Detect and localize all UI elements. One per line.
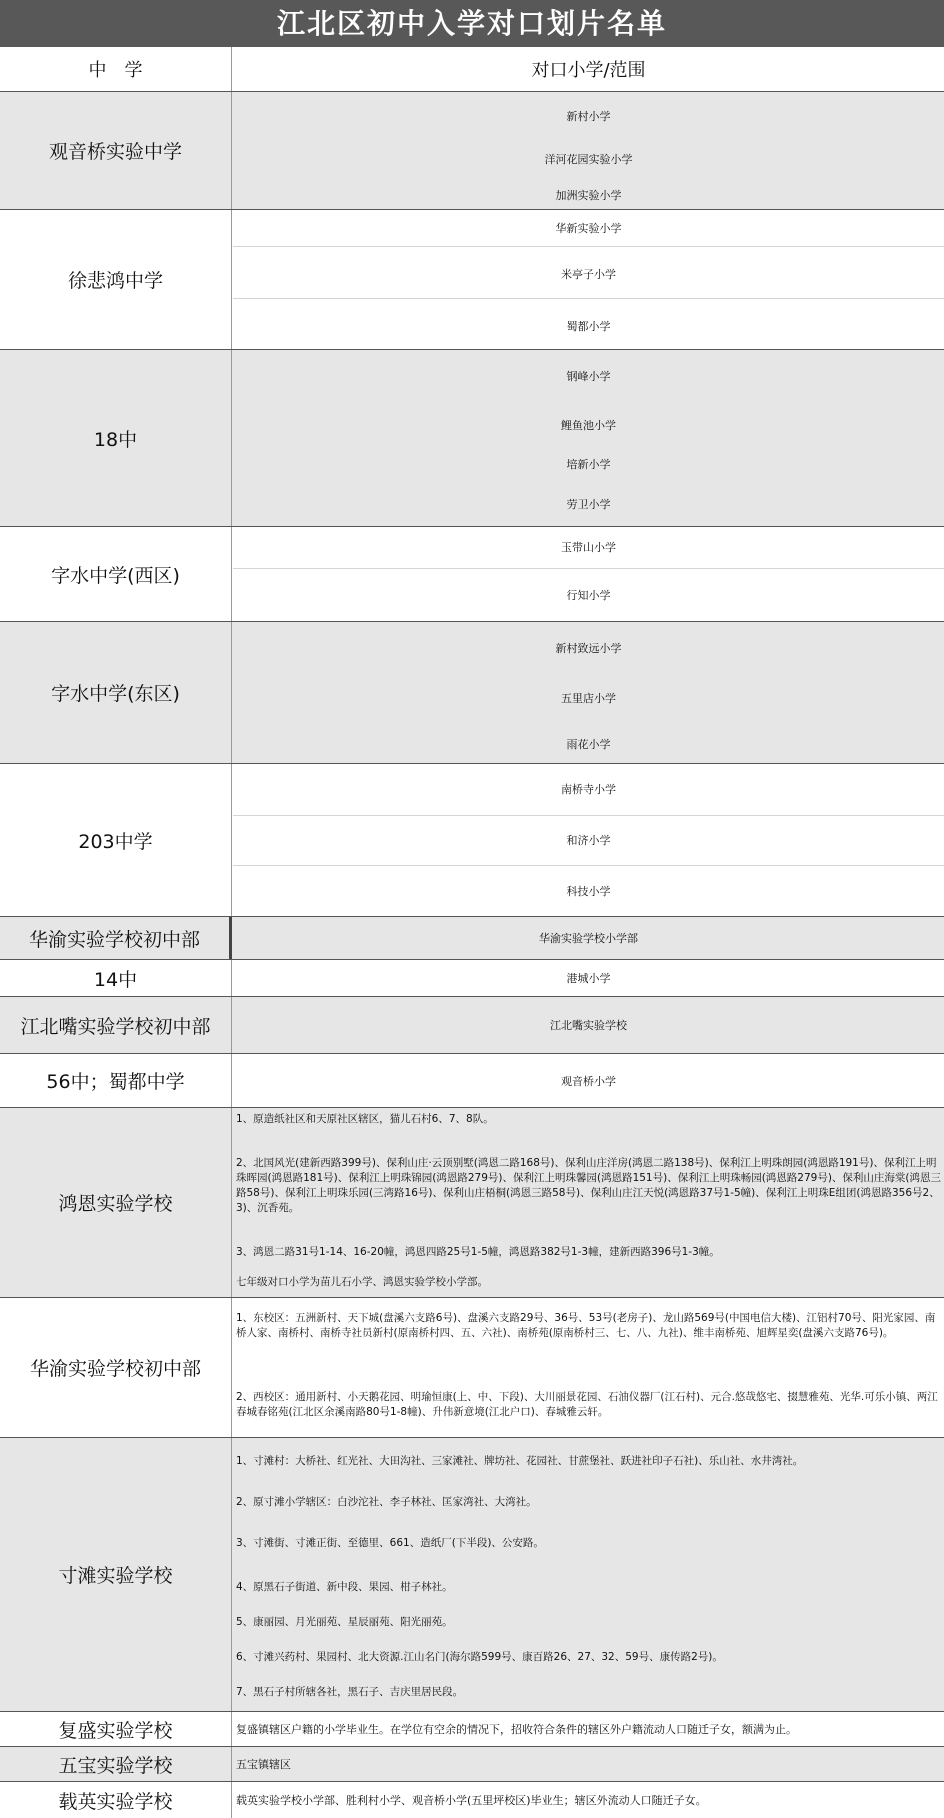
header-range: 对口小学/范围 [531, 60, 646, 81]
primary-school: 钢峰小学 [566, 370, 611, 383]
table-row [0, 1782, 944, 1818]
range-cell [233, 622, 944, 763]
primary-school: 新村致远小学 [555, 642, 622, 655]
table-row [0, 1108, 944, 1298]
table-row [0, 350, 944, 527]
range-paragraph: 2、北国风光(建新西路399号)、保利山庄·云顶别墅(鸿恩二路168号)、保利山庄洋房(鸿恩二路138号)、保利江上明珠朗园(鸿恩路191号)、保利江上明珠晖园(鸿恩路181号)、保利江上明珠锦园(鸿恩路279号)、保利江上明珠馨园(鸿恩路151号)、保利江上明珠畅园(鸿恩路279号)、保利山庄海棠(鸿恩三路58号)、保利江上明珠乐园(三湾路16号)、保利山庄梧桐(鸿恩三路58号)、保利山庄江天悦(鸿恩路37号1-5幢)、保利江上明珠E组团(鸿恩路356号2、3)、沉香苑。 [236, 1157, 942, 1214]
range-cell [233, 917, 944, 959]
table-row [0, 1438, 944, 1712]
range-paragraph: 6、寸滩兴药村、果园村、北大资源.江山名门(海尔路599号、康百路26、27、32、59号、康传路2号)。 [236, 1651, 723, 1663]
range-cell [233, 764, 944, 916]
primary-school: 米亭子小学 [561, 268, 616, 281]
school-name: 徐悲鸿中学 [0, 210, 232, 349]
range-cell [233, 210, 944, 349]
range-cell [233, 960, 944, 996]
range-text: 载英实验学校小学部、胜利村小学、观音桥小学(五里坪校区)毕业生；辖区外流动人口随迁子女。 [236, 1794, 707, 1807]
page-title: 江北区初中入学对口划片名单 [0, 0, 944, 47]
primary-school: 加洲实验小学 [555, 189, 622, 202]
primary-school: 劳卫小学 [566, 498, 611, 511]
range-paragraph: 2、西校区：通用新村、小天鹅花园、明瑜恒康(上、中、下段)、大川丽景花园、石油仪器厂(江石村)、元合.悠哉悠宅、掇慧雅苑、光华.可乐小镇、两江春城春铭苑(江北区余溪南路80号1-8幢)、升伟新意境(江北户口)、春城雅云轩。 [236, 1391, 938, 1418]
school-name: 观音桥实验中学 [0, 92, 232, 209]
primary-school: 新村小学 [566, 110, 611, 123]
school-name: 203中学 [0, 764, 232, 916]
school-name: 18中 [0, 350, 232, 526]
primary-school: 江北嘴实验学校 [550, 1019, 627, 1032]
range-paragraph: 3、寸滩街、寸滩正街、至德里、661、造纸厂(下半段)、公安路。 [236, 1537, 544, 1549]
school-name: 鸿恩实验学校 [0, 1108, 232, 1297]
school-name: 14中 [0, 960, 232, 996]
primary-school: 科技小学 [566, 885, 611, 898]
range-text: 五宝镇辖区 [236, 1758, 291, 1771]
school-name: 五宝实验学校 [0, 1747, 232, 1781]
table-row [0, 1712, 944, 1747]
primary-school: 港城小学 [566, 972, 611, 985]
table-row [0, 997, 944, 1054]
primary-school: 华渝实验学校小学部 [539, 932, 638, 945]
row-divider [233, 298, 944, 299]
school-name: 华渝实验学校初中部 [0, 1298, 232, 1437]
range-cell [233, 350, 944, 526]
table-row [0, 1298, 944, 1438]
primary-school: 洋河花园实验小学 [544, 153, 633, 166]
range-cell [233, 997, 944, 1053]
school-name: 载英实验学校 [0, 1782, 232, 1818]
table-row [0, 917, 944, 960]
primary-school: 和济小学 [566, 834, 611, 847]
table-row [0, 960, 944, 997]
primary-school: 培新小学 [566, 458, 611, 471]
range-paragraph: 1、原造纸社区和天原社区辖区，猫儿石村6、7、8队。 [236, 1113, 494, 1125]
primary-school: 雨花小学 [566, 738, 611, 751]
range-paragraph: 7、黑石子村所辖各社，黑石子、吉庆里居民段。 [236, 1686, 464, 1698]
range-cell [233, 1712, 944, 1746]
range-paragraph: 2、原寸滩小学辖区：白沙沱社、李子林社、匡家湾社、大湾社。 [236, 1496, 537, 1508]
table-row [0, 1747, 944, 1782]
school-name: 华渝实验学校初中部 [0, 917, 232, 959]
primary-school: 南桥寺小学 [561, 783, 616, 796]
row-divider [233, 568, 944, 569]
table-row [0, 764, 944, 917]
range-paragraph: 5、康丽园、月光丽苑、星辰丽苑、阳光丽苑。 [236, 1616, 453, 1628]
school-name: 复盛实验学校 [0, 1712, 232, 1746]
primary-school: 蜀都小学 [566, 320, 611, 333]
range-paragraph: 1、寸滩村：大桥社、红光社、大田沟社、三家滩社、牌坊社、花园社、甘蔗堡社、跃进社印子石社)、乐山社、水井湾社。 [236, 1455, 804, 1467]
table-row [0, 1054, 944, 1108]
school-name: 字水中学(东区) [0, 622, 232, 763]
school-name: 寸滩实验学校 [0, 1438, 232, 1711]
range-cell [233, 1747, 944, 1781]
range-paragraph: 1、东校区：五洲新村、天下城(盘溪六支路6号)、盘溪六支路29号、36号、53号(老房子)、龙山路569号(中国电信大楼)、江铝村70号、阳光家园、南桥人家、南桥村、南桥寺社员新村(原南桥村四、五、六社)、南桥苑(原南桥村三、七、八、九社)、维丰南桥苑、旭辉星奕(盘溪六支路76号)。 [236, 1312, 936, 1339]
range-paragraph: 3、鸿恩二路31号1-14、16-20幢，鸿恩四路25号1-5幢，鸿恩路382号1-3幢，建新西路396号1-3幢。 [236, 1246, 720, 1258]
primary-school: 行知小学 [566, 589, 611, 602]
school-name: 56中；蜀都中学 [0, 1054, 232, 1107]
table-row [0, 527, 944, 622]
table-row [0, 622, 944, 764]
range-text: 复盛镇辖区户籍的小学毕业生。在学位有空余的情况下，招收符合条件的辖区外户籍流动人口随迁子女，额满为止。 [236, 1723, 797, 1736]
range-paragraph: 七年级对口小学为苗儿石小学、鸿恩实验学校小学部。 [236, 1276, 488, 1288]
range-cell [233, 92, 944, 209]
table-row [0, 210, 944, 350]
primary-school: 五里店小学 [561, 692, 616, 705]
primary-school: 鲤鱼池小学 [561, 419, 616, 432]
range-cell [233, 1108, 944, 1297]
header-row [0, 47, 944, 92]
primary-school: 华新实验小学 [555, 222, 622, 235]
row-divider [233, 815, 944, 816]
primary-school: 观音桥小学 [561, 1074, 616, 1088]
header-school: 中 学 [0, 47, 232, 91]
range-cell [233, 527, 944, 621]
table-row [0, 92, 944, 210]
school-name: 字水中学(西区) [0, 527, 232, 621]
range-cell [233, 1298, 944, 1437]
school-name: 江北嘴实验学校初中部 [0, 997, 232, 1053]
primary-school: 玉带山小学 [561, 541, 616, 554]
range-cell [233, 1782, 944, 1818]
range-cell [233, 1054, 944, 1107]
range-paragraph: 4、原黑石子街道、新中段、果园、柑子林社。 [236, 1581, 453, 1593]
row-divider [233, 246, 944, 247]
range-cell [233, 1438, 944, 1711]
row-divider [233, 865, 944, 866]
